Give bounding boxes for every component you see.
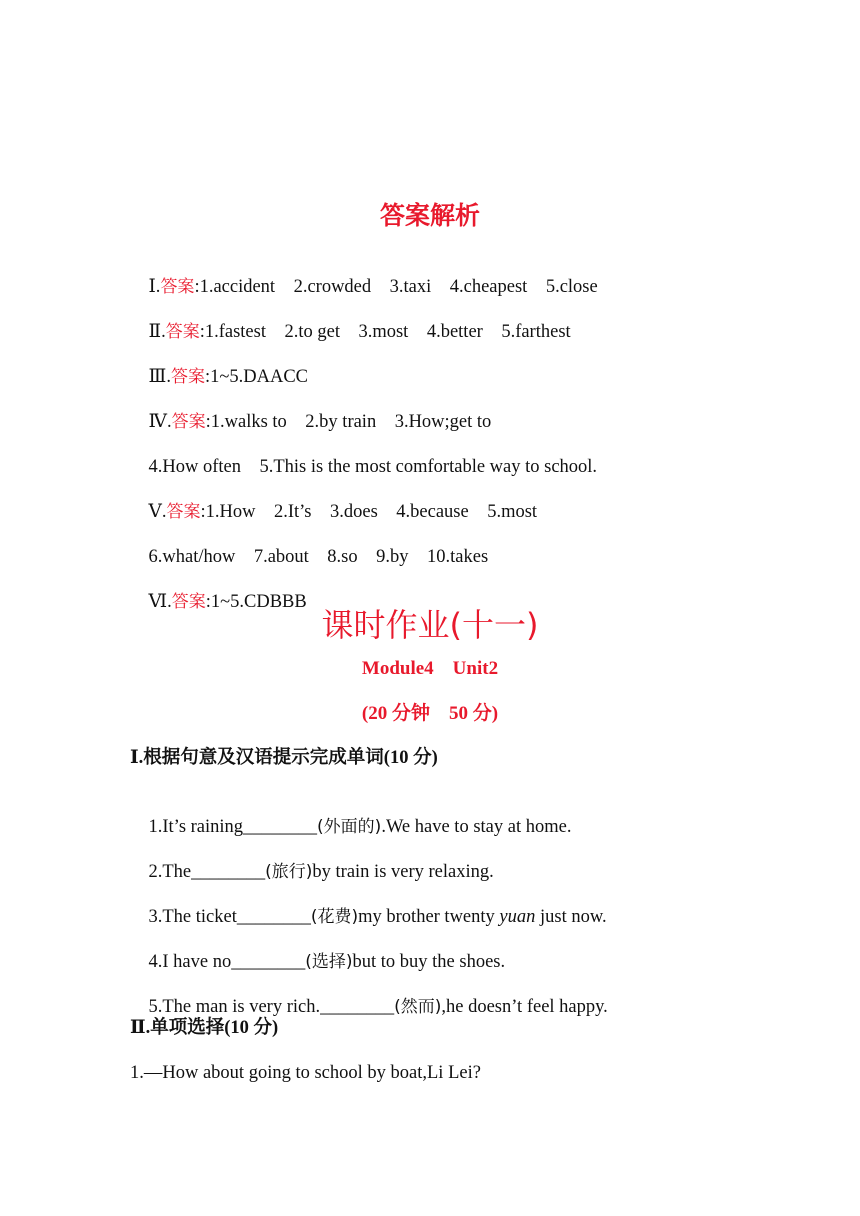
answer-text: 6.what/how 7.about 8.so 9.by 10.takes xyxy=(148,547,489,567)
roman-numeral: Ⅱ. xyxy=(148,322,166,342)
roman-numeral: Ⅰ. xyxy=(148,277,161,297)
chinese-hint: (花费) xyxy=(310,907,359,927)
question-text: but to buy the shoes. xyxy=(352,952,506,972)
chinese-hint: (旅行) xyxy=(265,862,313,882)
question-text: 3.The ticket________ xyxy=(148,907,311,927)
answer-text: :1~5.CDBBB xyxy=(205,592,307,612)
question-text: .We have to stay at home. xyxy=(381,817,572,837)
question-text: by train is very relaxing. xyxy=(312,862,494,882)
roman-numeral: Ⅲ. xyxy=(148,367,171,387)
answer-label: 答案 xyxy=(171,592,206,612)
question-text: just now. xyxy=(535,907,607,927)
answer-label: 答案 xyxy=(171,412,206,432)
chinese-hint: (外面的) xyxy=(317,817,382,837)
chinese-hint: (然而) xyxy=(394,997,442,1017)
chinese-hint: (选择) xyxy=(305,952,353,972)
homework-title: 课时作业(十一) xyxy=(321,606,539,644)
section-1-heading: Ⅰ.根据句意及汉语提示完成单词(10 分) xyxy=(130,748,438,768)
italic-word: yuan xyxy=(499,907,536,927)
answer-text: :1.accident 2.crowded 3.taxi 4.cheapest 5.close xyxy=(194,277,598,297)
answer-text: :1~5.DAACC xyxy=(204,367,309,387)
question-text: 2.The________ xyxy=(148,862,266,882)
answer-label: 答案 xyxy=(170,367,205,387)
answer-text: :1.walks to 2.by train 3.How;get to xyxy=(205,412,492,432)
roman-numeral: Ⅴ. xyxy=(148,502,167,522)
answer-text: :1.fastest 2.to get 3.most 4.better 5.farthest xyxy=(199,322,571,342)
question-text: 5.The man is very rich.________ xyxy=(148,997,395,1017)
question-text: 1.It’s raining________ xyxy=(148,817,318,837)
homework-subtitle: Module4 Unit2 xyxy=(361,658,499,679)
question-text: 4.I have no________ xyxy=(148,952,306,972)
roman-numeral: Ⅵ. xyxy=(148,592,172,612)
answer-section-title: 答案解析 xyxy=(379,201,480,230)
answer-label: 答案 xyxy=(160,277,195,297)
roman-numeral: Ⅳ. xyxy=(148,412,172,432)
homework-time-info: (20 分钟 50 分) xyxy=(361,703,499,724)
question-text: ,he doesn’t feel happy. xyxy=(441,997,608,1017)
answer-text: 4.How often 5.This is the most comfortable way to school. xyxy=(148,457,598,477)
section-2-heading: Ⅱ.单项选择(10 分) xyxy=(130,1018,279,1038)
question-text: my brother twenty xyxy=(358,907,500,927)
question-2-1: 1.—How about going to school by boat,Li Lei? xyxy=(130,1063,481,1083)
answer-label: 答案 xyxy=(165,322,200,342)
answer-text: :1.How 2.It’s 3.does 4.because 5.most xyxy=(200,502,538,522)
answer-label: 答案 xyxy=(166,502,201,522)
